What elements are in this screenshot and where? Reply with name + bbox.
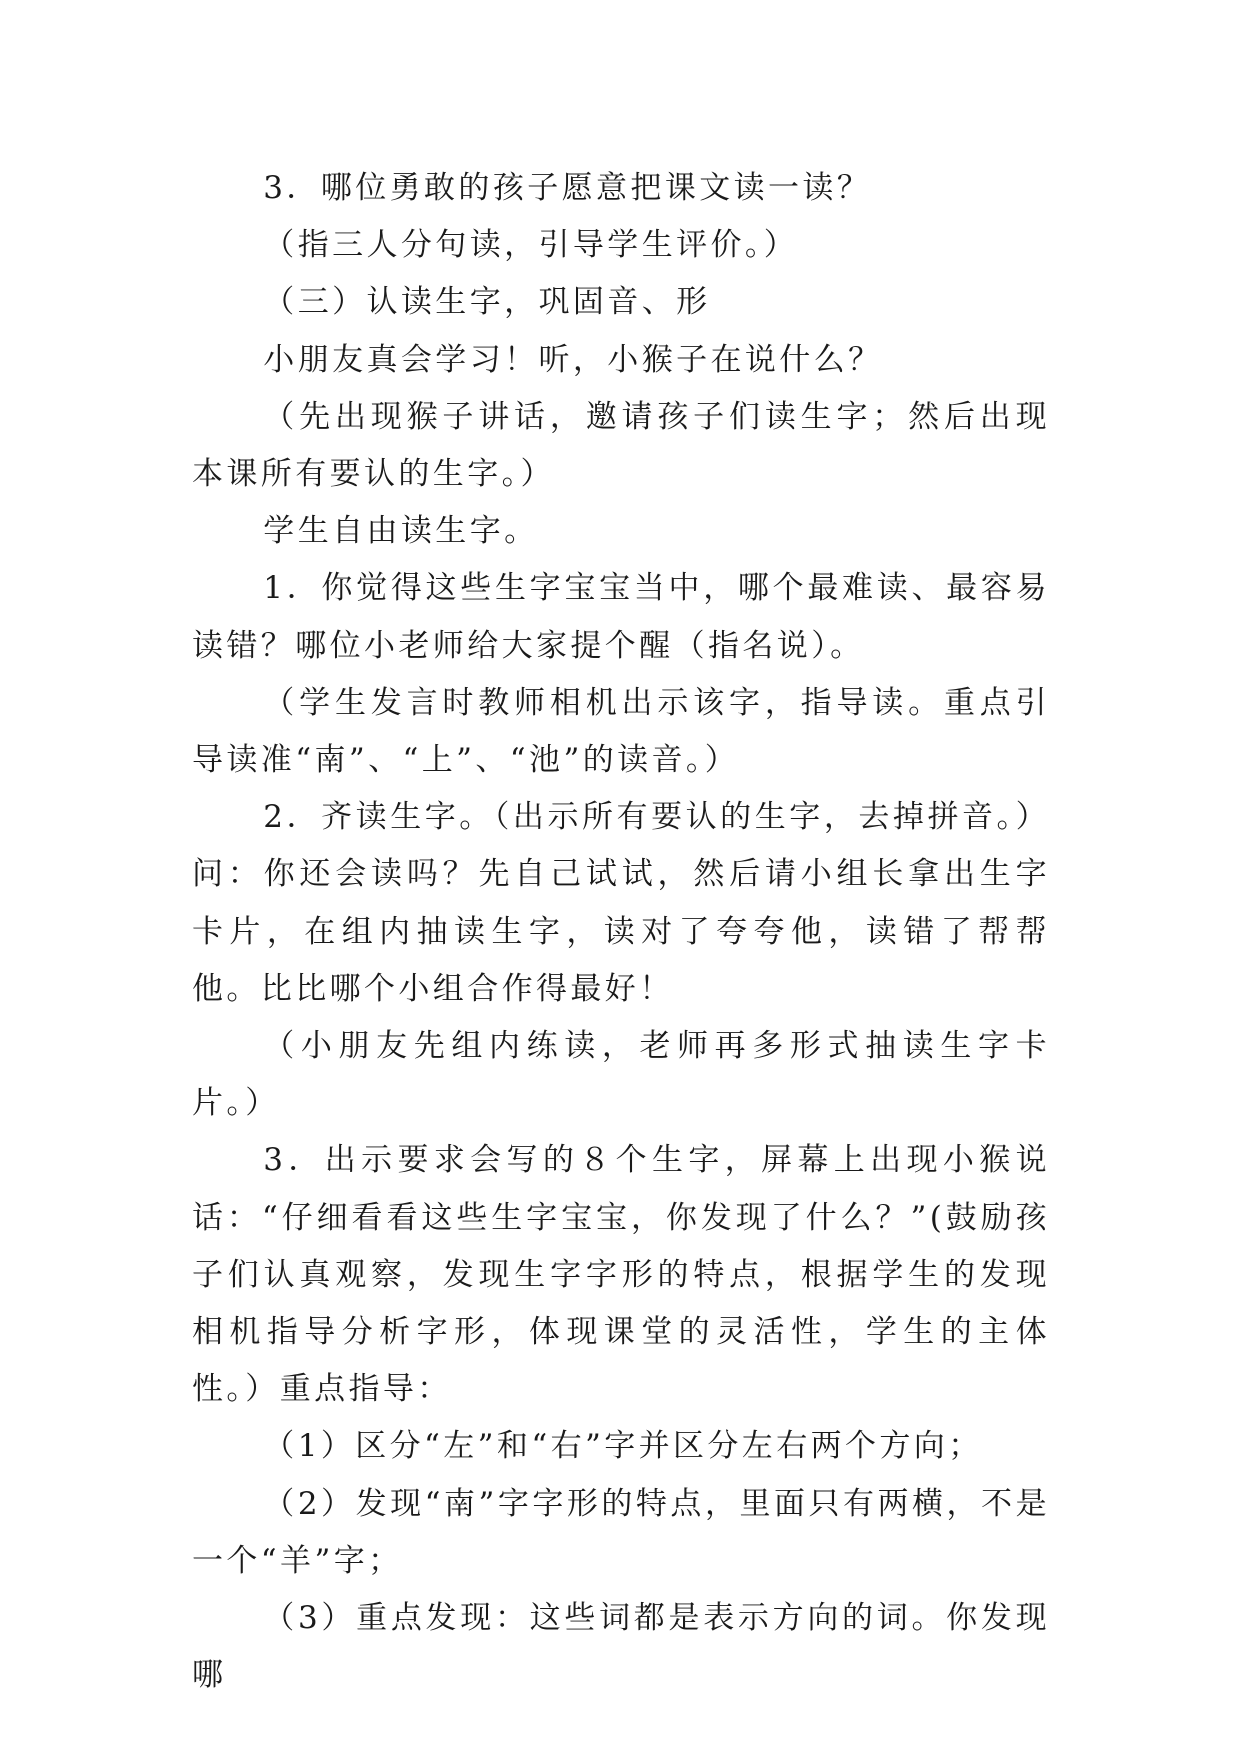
paragraph: 1．你觉得这些生字宝宝当中，哪个最难读、最容易读错？哪位小老师给大家提个醒（指名说）。 bbox=[192, 570, 1050, 664]
document-body bbox=[192, 160, 1050, 1704]
paragraph: （1）区分“左”和“右”字并区分左右两个方向； bbox=[263, 1428, 983, 1465]
paragraph: 2．齐读生字。（出示所有要认的生字，去掉拼音。）问：你还会读吗？先自己试试，然后请小组长拿出生字卡片，在组内抽读生字，读对了夸夸他，读错了帮帮他。比比哪个小组合作得最好！ bbox=[192, 799, 1050, 1007]
paragraph: （先出现猴子讲话，邀请孩子们读生字；然后出现本课所有要认的生字。） bbox=[192, 398, 1050, 493]
paragraph: 学生自由读生字。 bbox=[263, 513, 539, 550]
paragraph: 3．出示要求会写的８个生字，屏幕上出现小猴说话：“仔细看看这些生字宝宝，你发现了什么？”(鼓励孩子们认真观察，发现生字字形的特点，根据学生的发现相机指导分析字形，体现课堂的灵活性，学生的主体性。）重点指导： bbox=[192, 1142, 1050, 1408]
paragraph: （三）认读生字，巩固音、形 bbox=[263, 284, 711, 321]
paragraph: （小朋友先组内练读，老师再多形式抽读生字卡片。） bbox=[192, 1028, 1050, 1122]
paragraph: （3）重点发现：这些词都是表示方向的词。你发现哪 bbox=[192, 1600, 1050, 1694]
paragraph: （指三人分句读，引导学生评价。） bbox=[263, 227, 799, 264]
paragraph: 3．哪位勇敢的孩子愿意把课文读一读？ bbox=[263, 170, 872, 206]
paragraph: （学生发言时教师相机出示该字，指导读。重点引导读准“南”、“上”、“池”的读音。） bbox=[192, 684, 1050, 779]
paragraph: （2）发现“南”字字形的特点，里面只有两横，不是一个“羊”字； bbox=[192, 1485, 1050, 1579]
paragraph: 小朋友真会学习！听，小猴子在说什么？ bbox=[263, 341, 883, 378]
